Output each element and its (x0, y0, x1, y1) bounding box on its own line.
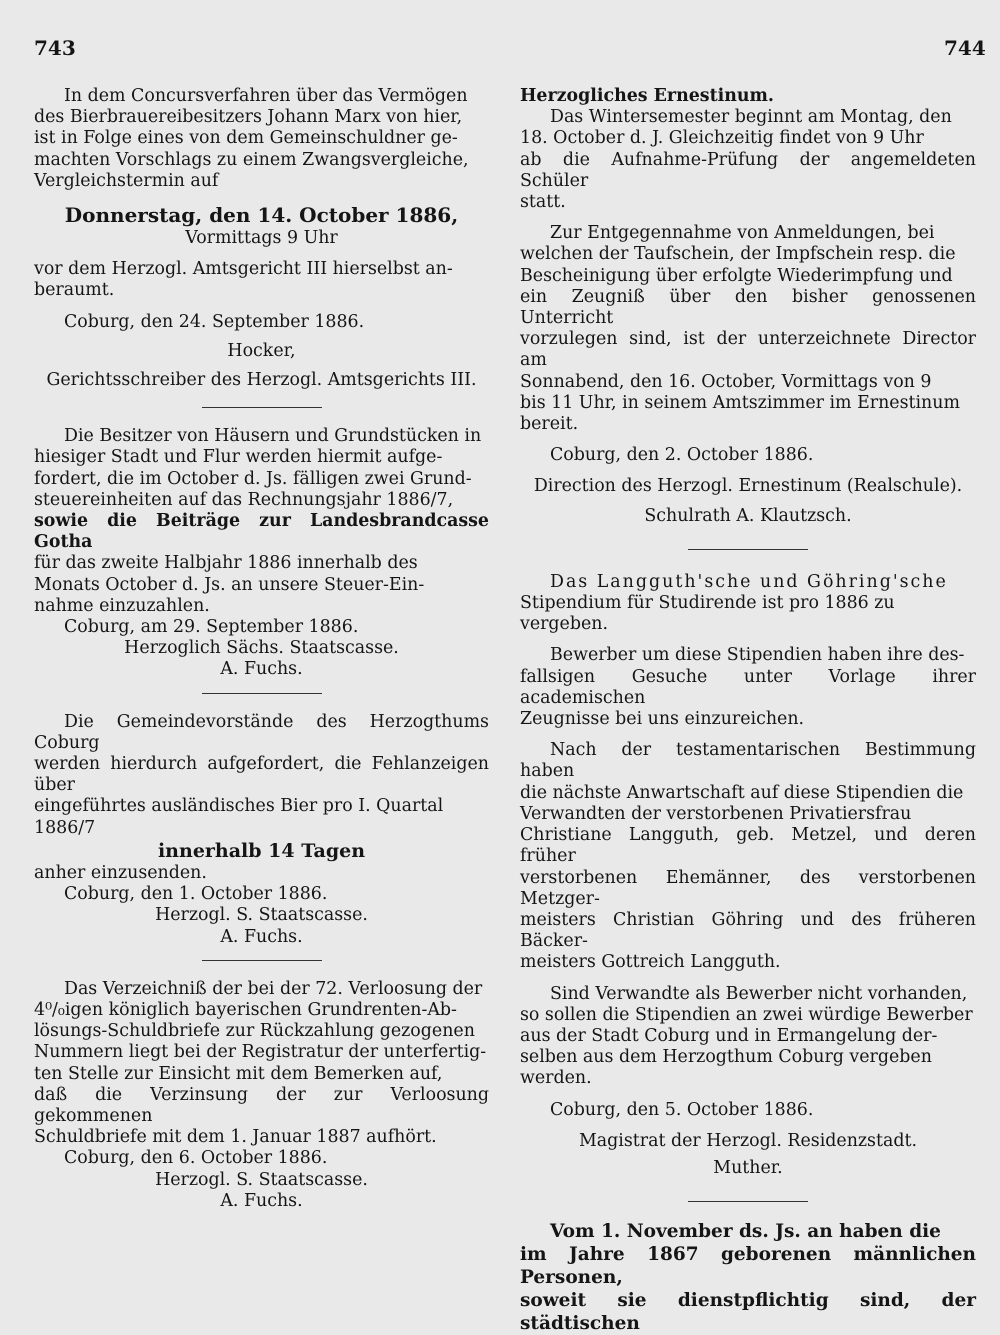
text-line: selben aus dem Herzogthum Coburg vergeben (520, 1047, 932, 1068)
text-line: Das Wintersemester beginnt am Montag, den (550, 107, 952, 128)
text-line: vor dem Herzogl. Amtsgericht III hierselbst an- (34, 259, 453, 280)
office: Direction des Herzogl. Ernestinum (Realschule). (533, 476, 963, 497)
text-line: Monats October d. Js. an unsere Steuer-Ein- (34, 574, 425, 595)
text-line: statt. (520, 192, 566, 213)
hearing-date: Donnerstag, den 14. October 1886, (64, 203, 459, 228)
place-date: Coburg, den 2. October 1886. (550, 445, 814, 466)
text-line: ist in Folge eines von dem Gemeinschuldner ge- (34, 128, 458, 149)
text-line: verstorbenen Ehemänner, des verstorbenen Metzger- (520, 867, 976, 909)
text-line: nahme einzuzahlen. (34, 595, 210, 616)
text-line: welchen der Taufschein, der Impfschein resp. die (520, 244, 956, 265)
text-line: 18. October d. J. Gleichzeitig findet von 9 Uhr (520, 128, 924, 149)
spacer (520, 213, 976, 223)
text-line: steuereinheiten auf das Rechnungsjahr 1886/7, (34, 489, 454, 510)
text-line: werden. (520, 1068, 592, 1089)
stipend-notice (520, 572, 976, 1179)
spacer (34, 302, 489, 312)
tax-notice (34, 426, 489, 680)
spacer (34, 249, 489, 259)
text-line: fordert, die im October d. Js. fälligen zwei Grund- (34, 468, 472, 489)
left-column (34, 86, 489, 1212)
place-date: Coburg, den 6. October 1886. (64, 1148, 328, 1169)
text-line: Das Langguth'sche und Göhring'sche (550, 571, 948, 592)
spacer (520, 730, 976, 740)
hearing-time: Vormittags 9 Uhr (185, 228, 338, 249)
text-line: Sind Verwandte als Bewerber nicht vorhanden, (550, 983, 968, 1004)
text-line: Bescheinigung über erfolgte Wiederimpfung und (520, 265, 953, 286)
text-line: Zeugnisse bei uns einzureichen. (520, 709, 805, 730)
text-line: ten Stelle zur Einsicht mit dem Bemerken auf, (34, 1063, 443, 1084)
office: Herzogl. S. Staatscasse. (155, 905, 368, 926)
text-line: Die Besitzer von Häusern und Grundstücken in (64, 426, 482, 447)
right-column (520, 86, 976, 1335)
text-line: Nummern liegt bei der Registratur der unterfertig- (34, 1042, 487, 1063)
spacer (520, 635, 976, 645)
text-line: Bewerber um diese Stipendien haben ihre des- (550, 645, 965, 666)
text-line: sowie die Beiträge zur Landesbrandcasse Gotha (34, 511, 489, 553)
text-line: im Jahre 1867 geborenen männlichen Personen, (520, 1244, 976, 1289)
text-line: Nach der testamentarischen Bestimmung haben (520, 740, 976, 782)
place-date: Coburg, am 29. September 1886. (64, 617, 359, 638)
text-line: Schuldbriefe mit dem 1. Januar 1887 aufhört. (34, 1127, 437, 1148)
text-line: beraumt. (34, 280, 115, 301)
text-line: vergeben. (520, 614, 609, 635)
signer: A. Fuchs. (220, 1190, 303, 1211)
military-notice (520, 1220, 976, 1335)
text-line: 1886/7 (34, 817, 96, 838)
text-line: soweit sie dienstpflichtig sind, der städtischen (520, 1290, 976, 1335)
signer: Schulrath A. Klautzsch. (644, 505, 852, 526)
section-heading: Herzogliches Ernestinum. (520, 86, 774, 106)
place-date: Coburg, den 5. October 1886. (550, 1099, 814, 1120)
text-line: ab die Aufnahme-Prüfung der angemeldeten Schüler (520, 149, 976, 191)
place-date: Coburg, den 1. October 1886. (64, 884, 328, 905)
office: Herzogl. S. Staatscasse. (155, 1169, 368, 1190)
spacer (520, 1090, 976, 1100)
signer: A. Fuchs. (220, 926, 303, 947)
text-line: meisters Gottreich Langguth. (520, 952, 781, 973)
signer: Muther. (713, 1157, 783, 1178)
signer-title: Gerichtsschreiber des Herzogl. Amtsgerichts III. (46, 370, 477, 391)
text-line: hiesiger Stadt und Flur werden hiermit aufge- (34, 447, 443, 468)
text-line: Sonnabend, den 16. October, Vormittags von 9 (520, 371, 932, 392)
spacer (520, 435, 976, 445)
office: Magistrat der Herzogl. Residenzstadt. (579, 1130, 917, 1151)
text-line: daß die Verzinsung der zur Verloosung gekommenen (34, 1084, 489, 1126)
spacer (520, 1121, 976, 1131)
text-line: des Bierbrauereibesitzers Johann Marx von hier, (34, 107, 463, 128)
text-line: vorzulegen sind, ist der unterzeichnete Director am (520, 329, 976, 371)
text-line: machten Vorschlags zu einem Zwangsvergleiche, (34, 149, 469, 170)
signer: A. Fuchs. (220, 659, 303, 680)
text-line: lösungs-Schuldbriefe zur Rückzahlung gezogenen (34, 1021, 475, 1042)
text-line: eingeführtes ausländisches Bier pro I. Quartal (34, 796, 444, 817)
text-line: Stipendium für Studirende ist pro 1886 zu (520, 593, 895, 614)
spacer (520, 466, 976, 476)
deadline: innerhalb 14 Tagen (157, 839, 366, 862)
page-number-right: 744 (944, 36, 986, 60)
text-line: 4⁰/₀igen königlich bayerischen Grundrenten-Ab- (34, 999, 457, 1020)
text-line: meisters Christian Göhring und des früheren Bäcker- (520, 909, 976, 952)
ernestinum-notice (520, 107, 976, 527)
text-line: Das Verzeichniß der bei der 72. Verloosung der (64, 978, 483, 999)
text-line: Christiane Langguth, geb. Metzel, und deren früher (520, 825, 976, 867)
office: Herzoglich Sächs. Staatscasse. (124, 638, 399, 659)
signer: Hocker, (227, 340, 296, 361)
text-line: anher einzusenden. (34, 862, 207, 883)
text-line: In dem Concursverfahren über das Vermögen (64, 86, 468, 106)
text-line: werden hierdurch aufgefordert, die Fehlanzeigen über (34, 754, 489, 796)
text-line: Vergleichstermin auf (34, 170, 219, 191)
beer-notice (34, 712, 489, 948)
concurs-notice (34, 86, 489, 391)
text-line: Zur Entgegennahme von Anmeldungen, bei (550, 223, 935, 244)
spacer (520, 974, 976, 984)
text-line: Vom 1. November ds. Js. an haben die (550, 1221, 941, 1243)
text-line: so sollen die Stipendien an zwei würdige Bewerber (520, 1004, 973, 1025)
text-line: für das zweite Halbjahr 1886 innerhalb des (34, 553, 418, 574)
text-line: Verwandten der verstorbenen Privatiersfrau (520, 803, 912, 824)
text-line: Die Gemeindevorstände des Herzogthums Coburg (34, 711, 489, 753)
text-line: fallsigen Gesuche unter Vorlage ihrer academischen (520, 666, 976, 708)
bond-notice (34, 979, 489, 1212)
place-date: Coburg, den 24. September 1886. (64, 311, 365, 332)
text-line: bis 11 Uhr, in seinem Amtszimmer im Ernestinum (520, 392, 960, 413)
page-number-left: 743 (34, 36, 76, 60)
text-line: ein Zeugniß über den bisher genossenen Unterricht (520, 286, 976, 329)
text-line: bereit. (520, 414, 579, 435)
text-line: die nächste Anwartschaft auf diese Stipendien die (520, 782, 964, 803)
spacer (34, 192, 489, 202)
text-line: aus der Stadt Coburg und in Ermangelung der- (520, 1025, 938, 1046)
